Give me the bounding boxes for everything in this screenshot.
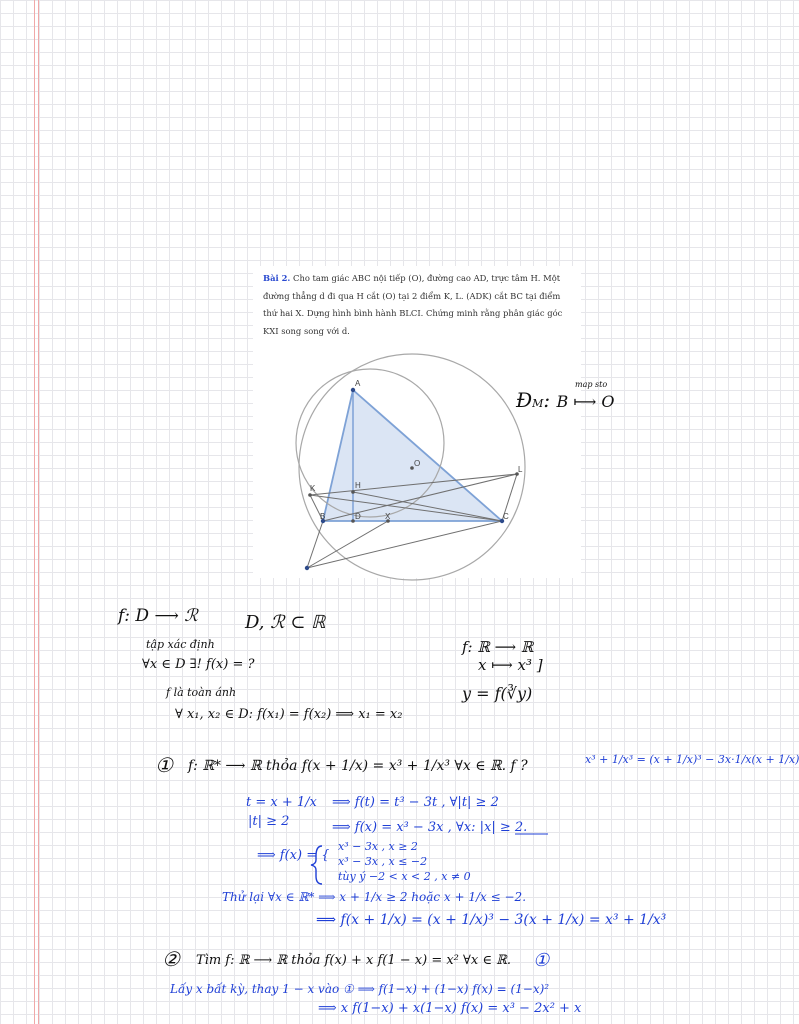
margin-note-above: map sto	[575, 380, 608, 389]
point-a	[351, 388, 355, 392]
line-c-i	[307, 521, 502, 568]
piecewise-case-2: x³ − 3x , x ≤ −2	[338, 855, 428, 868]
sub-abs-t: |t| ≥ 2	[248, 814, 290, 829]
point-k	[308, 493, 312, 497]
label-a: A	[355, 379, 361, 388]
label-x: X	[385, 512, 391, 521]
line-x-i	[307, 521, 388, 568]
problem-label: Bài 2.	[263, 273, 291, 283]
problem-2-number: ②	[162, 947, 180, 971]
label-h: H	[355, 481, 361, 490]
label-k: K	[310, 484, 316, 493]
def-y: y = f(∛y)	[462, 684, 533, 703]
problem-1: f: ℝ* ⟶ ℝ thỏa f(x + 1/x) = x³ + 1/x³ ∀x ∈ ℝ. f ?	[188, 758, 528, 774]
margin-note-sub: M	[532, 397, 544, 410]
def-label: tập xác định	[146, 638, 215, 651]
f-of-t: ⟹ f(t) = t³ − 3t , ∀|t| ≥ 2	[332, 795, 499, 810]
line-b-i	[307, 521, 323, 568]
point-i	[305, 566, 309, 570]
margin-note	[516, 388, 615, 412]
piecewise-case-3: tùy ý −2 < x < 2 , x ≠ 0	[338, 870, 471, 883]
label-l: L	[518, 465, 523, 474]
sub-t: t = x + 1/x	[246, 795, 317, 810]
triangle-abc	[323, 390, 502, 521]
def-inj2: ∀ x₁, x₂ ∈ D: f(x₁) = f(x₂) ⟹ x₁ = x₂	[175, 707, 403, 722]
substitution-line: Lấy x bất kỳ, thay 1 − x vào ① ⟹ f(1−x) + (1−x) f(x) = (1−x)²	[170, 982, 550, 996]
def-sets: D, ℛ ⊂ ℝ	[245, 612, 326, 633]
def-map: f: ℝ ⟶ ℝ	[462, 638, 534, 656]
problem-2: Tìm f: ℝ ⟶ ℝ thỏa f(x) + x f(1 − x) = x² ∀x ∈ ℝ.	[196, 953, 512, 968]
label-o: O	[414, 459, 421, 468]
def-inj: f là toàn ánh	[166, 686, 237, 699]
problem-1-number: ①	[155, 753, 173, 777]
problem-text: Cho tam giác ABC nội tiếp (O), đường cao AD, trực tâm H. Một đường thẳng d đi qua H cắt (O) tại 2 điểm K, L. (ADK) cắt BC tại điểm thứ hai X. Dựng hình bình hành BLCI. Chứng minh rằng phân giác góc KXI song song với d.	[263, 273, 563, 336]
piecewise-head: ⟹ f(x) = {	[257, 848, 330, 863]
margin-note-colon: :	[543, 388, 551, 412]
multiplied-line: ⟹ x f(1−x) + x(1−x) f(x) = x³ − 2x² + x	[318, 1001, 582, 1016]
def-line: f: D ⟶ ℛ	[118, 606, 198, 626]
margin-note-main: Đ	[516, 388, 533, 412]
def-map2: x ⟼ x³ ]	[478, 656, 543, 674]
problem-2-tag: ①	[533, 950, 550, 971]
verify-line: Thử lại ∀x ∈ ℝ* ⟹ x + 1/x ≥ 2 hoặc x + 1/x ≤ −2.	[222, 890, 527, 904]
point-h	[351, 490, 355, 494]
label-d: D	[355, 512, 361, 521]
def-forall: ∀x ∈ D ∃! f(x) = ?	[142, 657, 255, 672]
verify-result: ⟹ f(x + 1/x) = (x + 1/x)³ − 3(x + 1/x) = x³ + 1/x³	[316, 912, 667, 928]
label-c: C	[503, 512, 509, 521]
f-of-x: ⟹ f(x) = x³ − 3x , ∀x: |x| ≥ 2.	[332, 820, 528, 835]
problem-1-identity: x³ + 1/x³ = (x + 1/x)³ − 3x·1/x(x + 1/x)	[585, 753, 799, 766]
label-b: B	[320, 512, 326, 521]
margin-note-map: B ⟼ O	[556, 392, 615, 411]
piecewise-case-1: x³ − 3x , x ≥ 2	[338, 840, 418, 853]
